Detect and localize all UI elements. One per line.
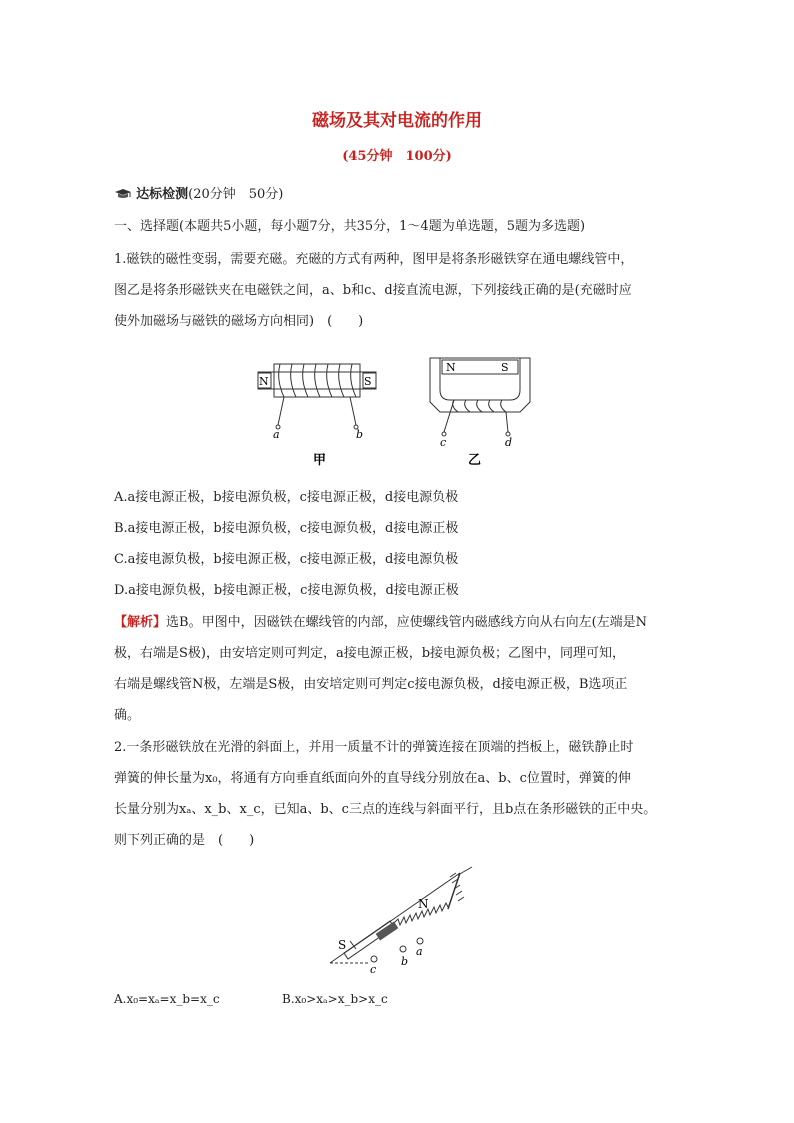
label-n: N (418, 897, 429, 911)
label-a: a (273, 428, 280, 441)
label-n-yi: N (446, 361, 456, 374)
q2-option-a: A.x₀=xₐ=x_b=x_c (114, 992, 220, 1006)
section-header (114, 183, 283, 204)
q1-option-d: D.a接电源负极，b接电源正极，c接电源负极，d接电源正极 (114, 583, 459, 598)
q1-analysis-line-1 (114, 614, 647, 632)
label-c2: c (370, 963, 377, 976)
label-b: b (356, 428, 364, 441)
q1-analysis-line-2: 极，右端是S极)，由安培定则可判定，a接电源正极，b接电源负极；乙图中，同理可知， (114, 646, 626, 661)
section-title: 达标检测 (136, 187, 189, 202)
label-a2: a (416, 945, 423, 958)
q2-line-3: 长量分别为xₐ、x_b、x_c，已知a、b、c三点的连线与斜面平行，且b点在条形磁铁的正中央。 (114, 802, 657, 817)
label-b2: b (401, 955, 409, 968)
analysis-tag: 【解析】 (114, 615, 167, 630)
q1-analysis-line-4: 确。 (114, 708, 141, 723)
label-s: S (338, 938, 347, 952)
q1-option-b: B.a接电源正极，b接电源负极，c接电源负极，d接电源正极 (114, 521, 459, 536)
figure-yi-electromagnet (430, 358, 530, 468)
page-subtitle: (45分钟 100分) (342, 149, 452, 164)
label-n-jia: N (259, 375, 269, 388)
part1-heading: 一、选择题(本题共5小题，每小题7分，共35分，1～4题为单选题，5题为多选题) (114, 219, 586, 234)
graduation-cap-icon (114, 188, 132, 204)
label-yi: 乙 (468, 453, 482, 468)
q1-analysis-line-3: 右端是螺线管N极，左端是S极，由安培定则可判定c接电源负极，d接电源正极，B选项正 (114, 677, 628, 692)
q2-line-2: 弹簧的伸长量为x₀，将通有方向垂直纸面向外的直导线分别放在a、b、c位置时，弹簧的伸 (114, 771, 631, 786)
q1-figure (250, 350, 540, 475)
q1-line-1: 1.磁铁的磁性变弱，需要充磁。充磁的方式有两种，图甲是将条形磁铁穿在通电螺线管中， (114, 252, 634, 267)
label-jia: 甲 (313, 453, 327, 468)
q2-figure (320, 865, 480, 980)
q1-option-a: A.a接电源正极，b接电源负极，c接电源正极，d接电源负极 (114, 490, 459, 505)
label-c: c (440, 436, 447, 449)
q2-option-b: B.x₀>xₐ>x_b>x_c (282, 992, 388, 1006)
q2-line-4: 则下列正确的是 ( ) (114, 833, 255, 848)
section-time: (20分钟 50分) (188, 187, 284, 202)
label-d: d (505, 436, 513, 449)
q2-line-1: 2.一条形磁铁放在光滑的斜面上，并用一质量不计的弹簧连接在顶端的挡板上，磁铁静止时 (114, 740, 634, 755)
label-s-yi: S (501, 361, 509, 374)
page-title: 磁场及其对电流的作用 (312, 111, 482, 131)
figure-jia-solenoid (258, 364, 376, 468)
q1-option-c: C.a接电源负极，b接电源正极，c接电源正极，d接电源负极 (114, 552, 459, 567)
q1-line-3: 使外加磁场与磁铁的磁场方向相同) ( ) (114, 314, 364, 329)
analysis-text-1: 选B。甲图中，因磁铁在螺线管的内部，应使螺线管内磁感线方向从右向左(左端是N (166, 615, 648, 630)
label-s-jia: S (364, 375, 372, 388)
q1-line-2: 图乙是将条形磁铁夹在电磁铁之间，a、b和c、d接直流电源，下列接线正确的是(充磁时应 (114, 283, 632, 298)
